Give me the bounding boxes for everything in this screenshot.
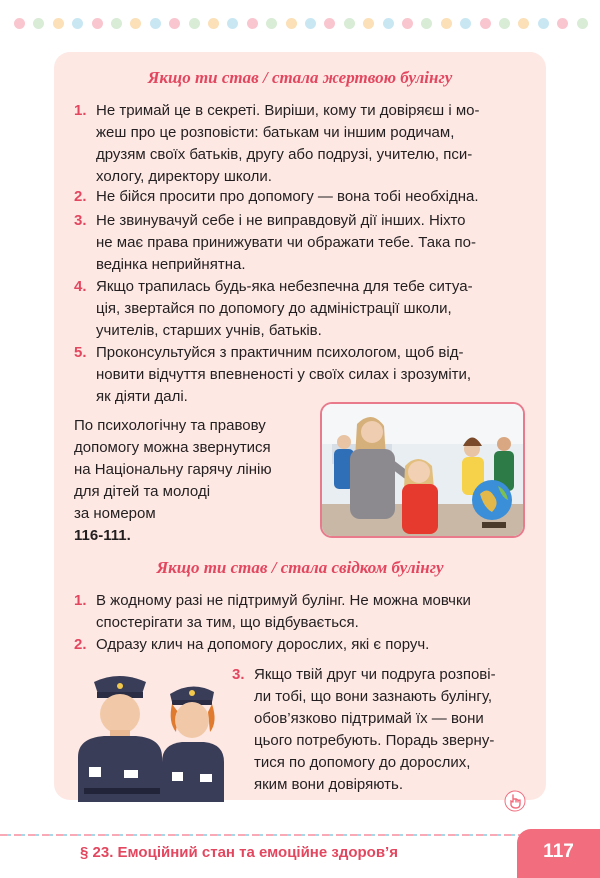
item-line: яким вони довіряють. xyxy=(254,776,403,793)
item-line: Не звинувачуй себе і не виправдовуй дії інших. Ніхто xyxy=(96,212,466,229)
item-line: Проконсультуйся з практичним психологом, щоб від- xyxy=(96,344,464,361)
item-line: Якщо трапилась будь-яка небезпечна для тебе ситуа- xyxy=(96,278,473,295)
decorative-dot xyxy=(324,18,335,29)
item-line: тися по допомогу до дорослих, xyxy=(254,754,471,771)
item-line: Не тримай це в секреті. Виріши, кому ти довіряєш і мо- xyxy=(96,102,480,119)
decorative-dot xyxy=(402,18,413,29)
decorative-dot xyxy=(227,18,238,29)
hotline-note xyxy=(74,415,314,547)
decorative-dot xyxy=(92,18,103,29)
decorative-dot xyxy=(72,18,83,29)
item-line: В жодному разі не підтримуй булінг. Не можна мовчки xyxy=(96,592,471,609)
item-line: ли тобі, що вони зазнають булінгу, xyxy=(254,688,493,705)
decorative-dot xyxy=(150,18,161,29)
note-line: По психологічну та правову xyxy=(74,417,266,434)
decorative-dot xyxy=(130,18,141,29)
classroom-photo xyxy=(320,402,525,538)
note-line: на Національну гарячу лінію xyxy=(74,461,272,478)
item-line: друзям своїх батьків, другу або подрузі, учителю, пси- xyxy=(96,146,473,163)
item-line: ція, звертайся по допомогу до адміністрації школи, xyxy=(96,300,452,317)
decorative-dot xyxy=(460,18,471,29)
item-line: ведінка неприйнятна. xyxy=(96,256,246,273)
decorative-dot xyxy=(305,18,316,29)
item-number: 2. xyxy=(74,188,87,205)
decorative-dot xyxy=(53,18,64,29)
decorative-dot xyxy=(189,18,200,29)
decorative-dots-top xyxy=(14,18,586,30)
item-line: обов’язково підтримай їх — вони xyxy=(254,710,484,727)
item-number: 1. xyxy=(74,102,87,119)
item-line: як діяти далі. xyxy=(96,388,188,405)
hand-pointer-icon xyxy=(504,790,526,812)
item-line: жеш про це розповісти: батькам чи іншим родичам, xyxy=(96,124,455,141)
decorative-dot xyxy=(421,18,432,29)
item-line: Одразу клич на допомогу дорослих, які є поруч. xyxy=(96,636,430,653)
decorative-dot xyxy=(499,18,510,29)
police-officers-illustration xyxy=(64,672,234,802)
decorative-dot xyxy=(363,18,374,29)
decorative-dot xyxy=(208,18,219,29)
decorative-dot xyxy=(557,18,568,29)
section-heading-victim: Якщо ти став / стала жертвою булінгу xyxy=(147,68,453,87)
item-number: 4. xyxy=(74,278,87,295)
decorative-dot xyxy=(247,18,258,29)
decorative-dot xyxy=(441,18,452,29)
decorative-dot xyxy=(538,18,549,29)
decorative-dot xyxy=(286,18,297,29)
footer-divider xyxy=(0,823,600,825)
item-number: 1. xyxy=(74,592,87,609)
decorative-dot xyxy=(480,18,491,29)
decorative-dot xyxy=(169,18,180,29)
item-number: 3. xyxy=(74,212,87,229)
item-line: Не бійся просити про допомогу — вона тобі необхідна. xyxy=(96,188,479,205)
item-line: учителів, старших учнів, батьків. xyxy=(96,322,322,339)
decorative-dot xyxy=(111,18,122,29)
item-line: новити відчуття впевненості у своїх силах і зрозуміти, xyxy=(96,366,472,383)
item-number: 5. xyxy=(74,344,87,361)
hotline-number: 116-111. xyxy=(74,527,131,544)
page-number: 117 xyxy=(543,841,574,862)
decorative-dot xyxy=(383,18,394,29)
decorative-dot xyxy=(577,18,588,29)
item-line: спостерігати за тим, що відбувається. xyxy=(96,614,359,631)
decorative-dot xyxy=(344,18,355,29)
section-heading-witness: Якщо ти став / стала свідком булінгу xyxy=(156,558,444,577)
note-line: допомогу можна звернутися xyxy=(74,439,271,456)
decorative-dot xyxy=(14,18,25,29)
item-line: Якщо твій друг чи подруга розпові- xyxy=(254,666,496,683)
item-line: хологу, директору школи. xyxy=(96,168,272,185)
footer-section-title: § 23. Емоційний стан та емоційне здоров’я xyxy=(80,844,398,861)
page-number-box xyxy=(517,829,600,878)
note-line: для дітей та молоді xyxy=(74,483,211,500)
decorative-dot xyxy=(33,18,44,29)
item-line: цього потребують. Порадь зверну- xyxy=(254,732,495,749)
item-line: не має права принижувати чи ображати тебе. Така по- xyxy=(96,234,476,251)
item-number: 3. xyxy=(232,666,245,683)
decorative-dot xyxy=(518,18,529,29)
note-line: за номером xyxy=(74,505,156,522)
item-number: 2. xyxy=(74,636,87,653)
decorative-dot xyxy=(266,18,277,29)
